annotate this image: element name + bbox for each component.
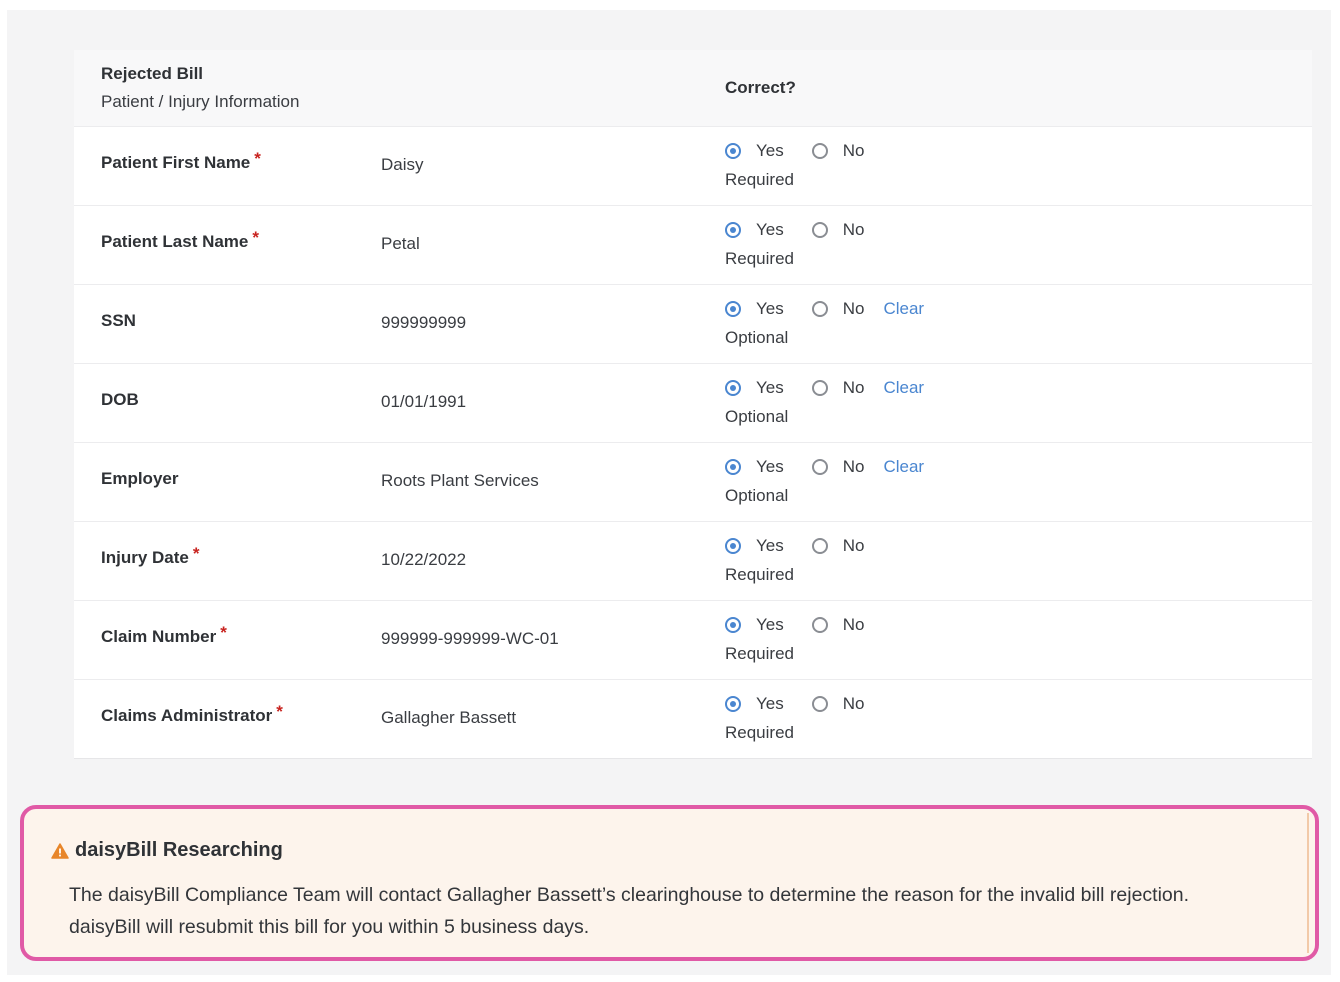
correct-choice-group xyxy=(725,140,864,162)
yes-label[interactable]: Yes xyxy=(756,378,784,397)
requirement-status: Optional xyxy=(725,328,789,347)
field-row-employer xyxy=(74,443,1312,522)
table-subtitle: Patient / Injury Information xyxy=(101,92,300,111)
yes-label[interactable]: Yes xyxy=(756,615,784,634)
field-row-injury-date xyxy=(74,522,1312,601)
yes-radio[interactable] xyxy=(725,696,741,712)
field-label xyxy=(101,544,200,568)
warning-icon xyxy=(51,842,69,858)
requirement-status: Required xyxy=(725,723,794,742)
correct-column-header: Correct? xyxy=(725,78,796,97)
yes-label[interactable]: Yes xyxy=(756,141,784,160)
yes-label[interactable]: Yes xyxy=(756,220,784,239)
field-value: Daisy xyxy=(381,155,424,174)
field-value: 999999999 xyxy=(381,313,467,332)
no-label[interactable]: No xyxy=(842,615,865,634)
clear-link[interactable]: Clear xyxy=(883,299,925,318)
required-star: * xyxy=(252,228,260,247)
correct-choice-group xyxy=(725,456,924,478)
correct-choice-group xyxy=(725,535,864,557)
no-radio[interactable] xyxy=(812,696,828,712)
field-label-text: Claim Number xyxy=(101,627,217,646)
requirement-status: Required xyxy=(725,565,794,584)
field-row-patient-first-name xyxy=(74,127,1312,206)
no-radio[interactable] xyxy=(812,380,828,396)
no-label[interactable]: No xyxy=(842,378,865,397)
yes-radio[interactable] xyxy=(725,301,741,317)
field-row-dob xyxy=(74,364,1312,443)
field-value: Roots Plant Services xyxy=(381,471,539,490)
field-value: 10/22/2022 xyxy=(381,550,467,569)
field-label xyxy=(101,149,261,173)
correct-choice-group xyxy=(725,377,924,399)
yes-radio[interactable] xyxy=(725,380,741,396)
field-row-patient-last-name xyxy=(74,206,1312,285)
alert-body-line-2: daisyBill will resubmit this bill for you within 5 business days. xyxy=(69,916,590,938)
required-star: * xyxy=(220,623,227,642)
field-row-claim-number xyxy=(74,601,1312,680)
required-star: * xyxy=(192,544,200,563)
field-value: Gallagher Bassett xyxy=(381,708,517,727)
field-row-ssn xyxy=(74,285,1312,364)
no-label[interactable]: No xyxy=(842,694,865,713)
field-label-text: Employer xyxy=(101,469,179,488)
field-row-claims-administrator xyxy=(74,680,1312,759)
yes-radio[interactable] xyxy=(725,617,741,633)
yes-radio[interactable] xyxy=(725,459,741,475)
field-label-text: Injury Date xyxy=(101,548,189,567)
field-value: 01/01/1991 xyxy=(381,392,467,411)
table-header xyxy=(74,50,1312,127)
yes-label[interactable]: Yes xyxy=(756,694,784,713)
yes-label[interactable]: Yes xyxy=(756,299,784,318)
yes-label[interactable]: Yes xyxy=(756,457,784,476)
field-label xyxy=(101,623,227,647)
requirement-status: Optional xyxy=(725,486,789,505)
field-value: 999999-999999-WC-01 xyxy=(381,629,559,648)
correct-choice-group xyxy=(725,693,864,715)
no-radio[interactable] xyxy=(812,222,828,238)
field-value: Petal xyxy=(381,234,420,253)
no-radio[interactable] xyxy=(812,459,828,475)
requirement-status: Optional xyxy=(725,407,789,426)
clear-link[interactable]: Clear xyxy=(883,378,925,397)
correct-choice-group xyxy=(725,219,864,241)
requirement-status: Required xyxy=(725,249,794,268)
yes-radio[interactable] xyxy=(725,143,741,159)
yes-radio[interactable] xyxy=(725,222,741,238)
rejected-bill-table xyxy=(74,50,1312,759)
researching-alert xyxy=(20,805,1319,961)
required-star: * xyxy=(276,702,283,721)
field-label-text: DOB xyxy=(101,390,139,409)
no-label[interactable]: No xyxy=(842,220,865,239)
field-label xyxy=(101,228,260,252)
no-radio[interactable] xyxy=(812,617,828,633)
field-label-text: Patient Last Name xyxy=(101,232,249,251)
no-radio[interactable] xyxy=(812,538,828,554)
field-label-text: SSN xyxy=(101,311,136,330)
yes-radio[interactable] xyxy=(725,538,741,554)
field-label xyxy=(101,702,283,726)
alert-body xyxy=(69,879,1299,943)
yes-label[interactable]: Yes xyxy=(756,536,784,555)
required-star: * xyxy=(254,149,261,168)
correct-choice-group xyxy=(725,298,924,320)
no-radio[interactable] xyxy=(812,301,828,317)
clear-link[interactable]: Clear xyxy=(883,457,925,476)
field-label-text: Patient First Name xyxy=(101,153,251,172)
no-label[interactable]: No xyxy=(842,457,865,476)
requirement-status: Required xyxy=(725,644,794,663)
alert-title-text: daisyBill Researching xyxy=(75,839,283,861)
field-label-text: Claims Administrator xyxy=(101,706,273,725)
table-title: Rejected Bill xyxy=(101,64,204,83)
alert-body-line-1: The daisyBill Compliance Team will contact Gallagher Bassett’s clearinghouse to determine the reason for the invalid bill rejection. xyxy=(69,884,1190,906)
alert-edge xyxy=(1307,813,1309,953)
field-label xyxy=(101,311,136,331)
alert-title xyxy=(51,839,283,862)
no-radio[interactable] xyxy=(812,143,828,159)
field-label xyxy=(101,390,139,410)
no-label[interactable]: No xyxy=(842,299,865,318)
correct-choice-group xyxy=(725,614,864,636)
no-label[interactable]: No xyxy=(842,141,865,160)
no-label[interactable]: No xyxy=(842,536,865,555)
field-label xyxy=(101,469,178,489)
requirement-status: Required xyxy=(725,170,794,189)
